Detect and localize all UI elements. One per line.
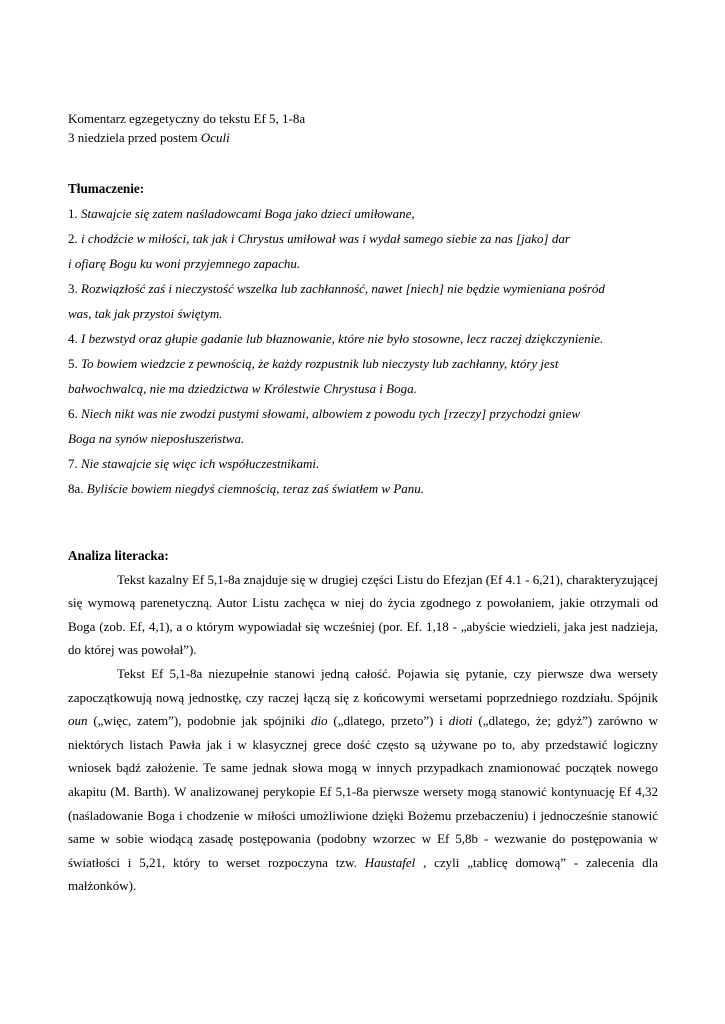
verse-number: 6. (68, 406, 81, 421)
translation-heading: Tłumaczenie: (68, 181, 145, 196)
verse-number: 8a. (68, 481, 87, 496)
verse-text: Byliście bowiem niegdyś ciemnością, teraz zaś światłem w Panu. (86, 481, 425, 496)
verse-text: Stawajcie się zatem naśladowcami Boga jako dzieci umiłowane, (81, 206, 415, 221)
verse-text: I bezwstyd oraz głupie gadanie lub błaznowanie, które nie było stosowne, lecz raczej dziękczynienie. (81, 331, 604, 346)
document-subtitle (68, 128, 305, 147)
paragraph-text: , czyli „tablicę domową” - zalecenia dla małżonków). (68, 854, 658, 894)
greek-term: dio (310, 713, 328, 729)
verse-text: bałwochwalcą, nie ma dziedzictwa w Królestwie Chrystusa i Boga. (68, 381, 417, 396)
greek-term: oun (68, 713, 88, 729)
verse-6 (68, 401, 668, 426)
verse-8a (68, 476, 668, 501)
analysis-paragraph-1: Tekst kazalny Ef 5,1-8a znajduje się w drugiej części Listu do Efezjan (Ef 4.1 - 6,21), charakteryzującej się wymową parenetyczną. Autor Listu zachęca w niej do życia zgodnego z powołaniem, jakie otrzymali od Boga (zob. Ef, 4,1), a o którym wypowiadał się wcześniej (por. Ef. 1,18 - „abyście wiedzieli, jaka jest nadzieja, do której was powołał”). (68, 571, 658, 658)
verse-2 (68, 226, 668, 251)
german-term: Haustafel (364, 854, 416, 870)
verse-3-cont (68, 301, 668, 326)
verse-7 (68, 451, 668, 476)
verse-number: 4. (68, 331, 81, 346)
paragraph-text: („dlatego, że; gdyż”) zarówno w niektórych listach Pawła jak i w klasycznej grece dość często są używane po to, aby przedstawić logiczny wniosek bądź założenie. Te same jednak słowa mogą w innych przypadkach znamionować początek nowego akapitu (M. Barth). W analizowanej perykopie Ef 5,1-8a pierwsze wersety mogą stanowić kontynuację Ef 4,32 (naśladowanie Boga i chodzenie w miłości umożliwione dzięki Bożemu przebaczeniu) i jednocześnie stanowić same w sobie wiodącą zasadę postępowania (podobny wzorzec w Ef 5,8b - wezwanie do postępowania w światłości i 5,21, który to werset rozpoczyna tzw. (68, 713, 658, 870)
verse-number: 3. (68, 281, 81, 296)
verse-4 (68, 326, 668, 351)
analysis-heading: Analiza literacka: (68, 548, 169, 563)
verse-1 (68, 201, 668, 226)
analysis-paragraph-2 (68, 662, 658, 898)
verse-5-cont (68, 376, 668, 401)
paragraph-text: („dlatego, przeto”) i (327, 713, 449, 729)
paragraph-text: Tekst Ef 5,1-8a niezupełnie stanowi jedną całość. Pojawia się pytanie, czy pierwsze dwa wersety zapoczątkowują nową jednostkę, czy raczej łączą się z końcowymi wersetami poprzedniego rozdziału. Spójnik (68, 665, 658, 705)
verse-number: 5. (68, 356, 81, 371)
translation-section (68, 176, 668, 501)
verse-text: Nie stawajcie się więc ich współuczestnikami. (81, 456, 320, 471)
verse-6-cont (68, 426, 668, 451)
verse-number: 1. (68, 206, 81, 221)
document-header (68, 109, 305, 147)
subtitle-text: 3 niedziela przed postem (68, 130, 201, 145)
verse-text: Boga na synów nieposłuszeństwa. (68, 431, 245, 446)
verse-text: i chodźcie w miłości, tak jak i Chrystus umiłował was i wydał samego siebie za nas [jako] dar (81, 231, 570, 246)
verse-text: Rozwiązłość zaś i nieczystość wszelka lub zachłanność, nawet [niech] nie będzie wymieniana pośród (81, 281, 605, 296)
verse-5 (68, 351, 668, 376)
verse-number: 7. (68, 456, 81, 471)
verse-2-cont (68, 251, 668, 276)
verse-text: Niech nikt was nie zwodzi pustymi słowami, albowiem z powodu tych [rzeczy] przychodzi gniew (81, 406, 581, 421)
verse-3 (68, 276, 668, 301)
verse-text: To bowiem wiedzcie z pewnością, że każdy rozpustnik lub nieczysty lub zachłanny, który jest (81, 356, 559, 371)
verse-number: 2. (68, 231, 81, 246)
analysis-section (68, 544, 658, 898)
paragraph-text: („więc, zatem”), podobnie jak spójniki (87, 713, 311, 729)
document-title: Komentarz egzegetyczny do tekstu Ef 5, 1-8a (68, 111, 306, 126)
verse-text: i ofiarę Bogu ku woni przyjemnego zapachu. (68, 256, 301, 271)
subtitle-italic: Oculi (200, 130, 230, 145)
greek-term: dioti (448, 713, 473, 729)
verse-text: was, tak jak przystoi świętym. (68, 306, 223, 321)
